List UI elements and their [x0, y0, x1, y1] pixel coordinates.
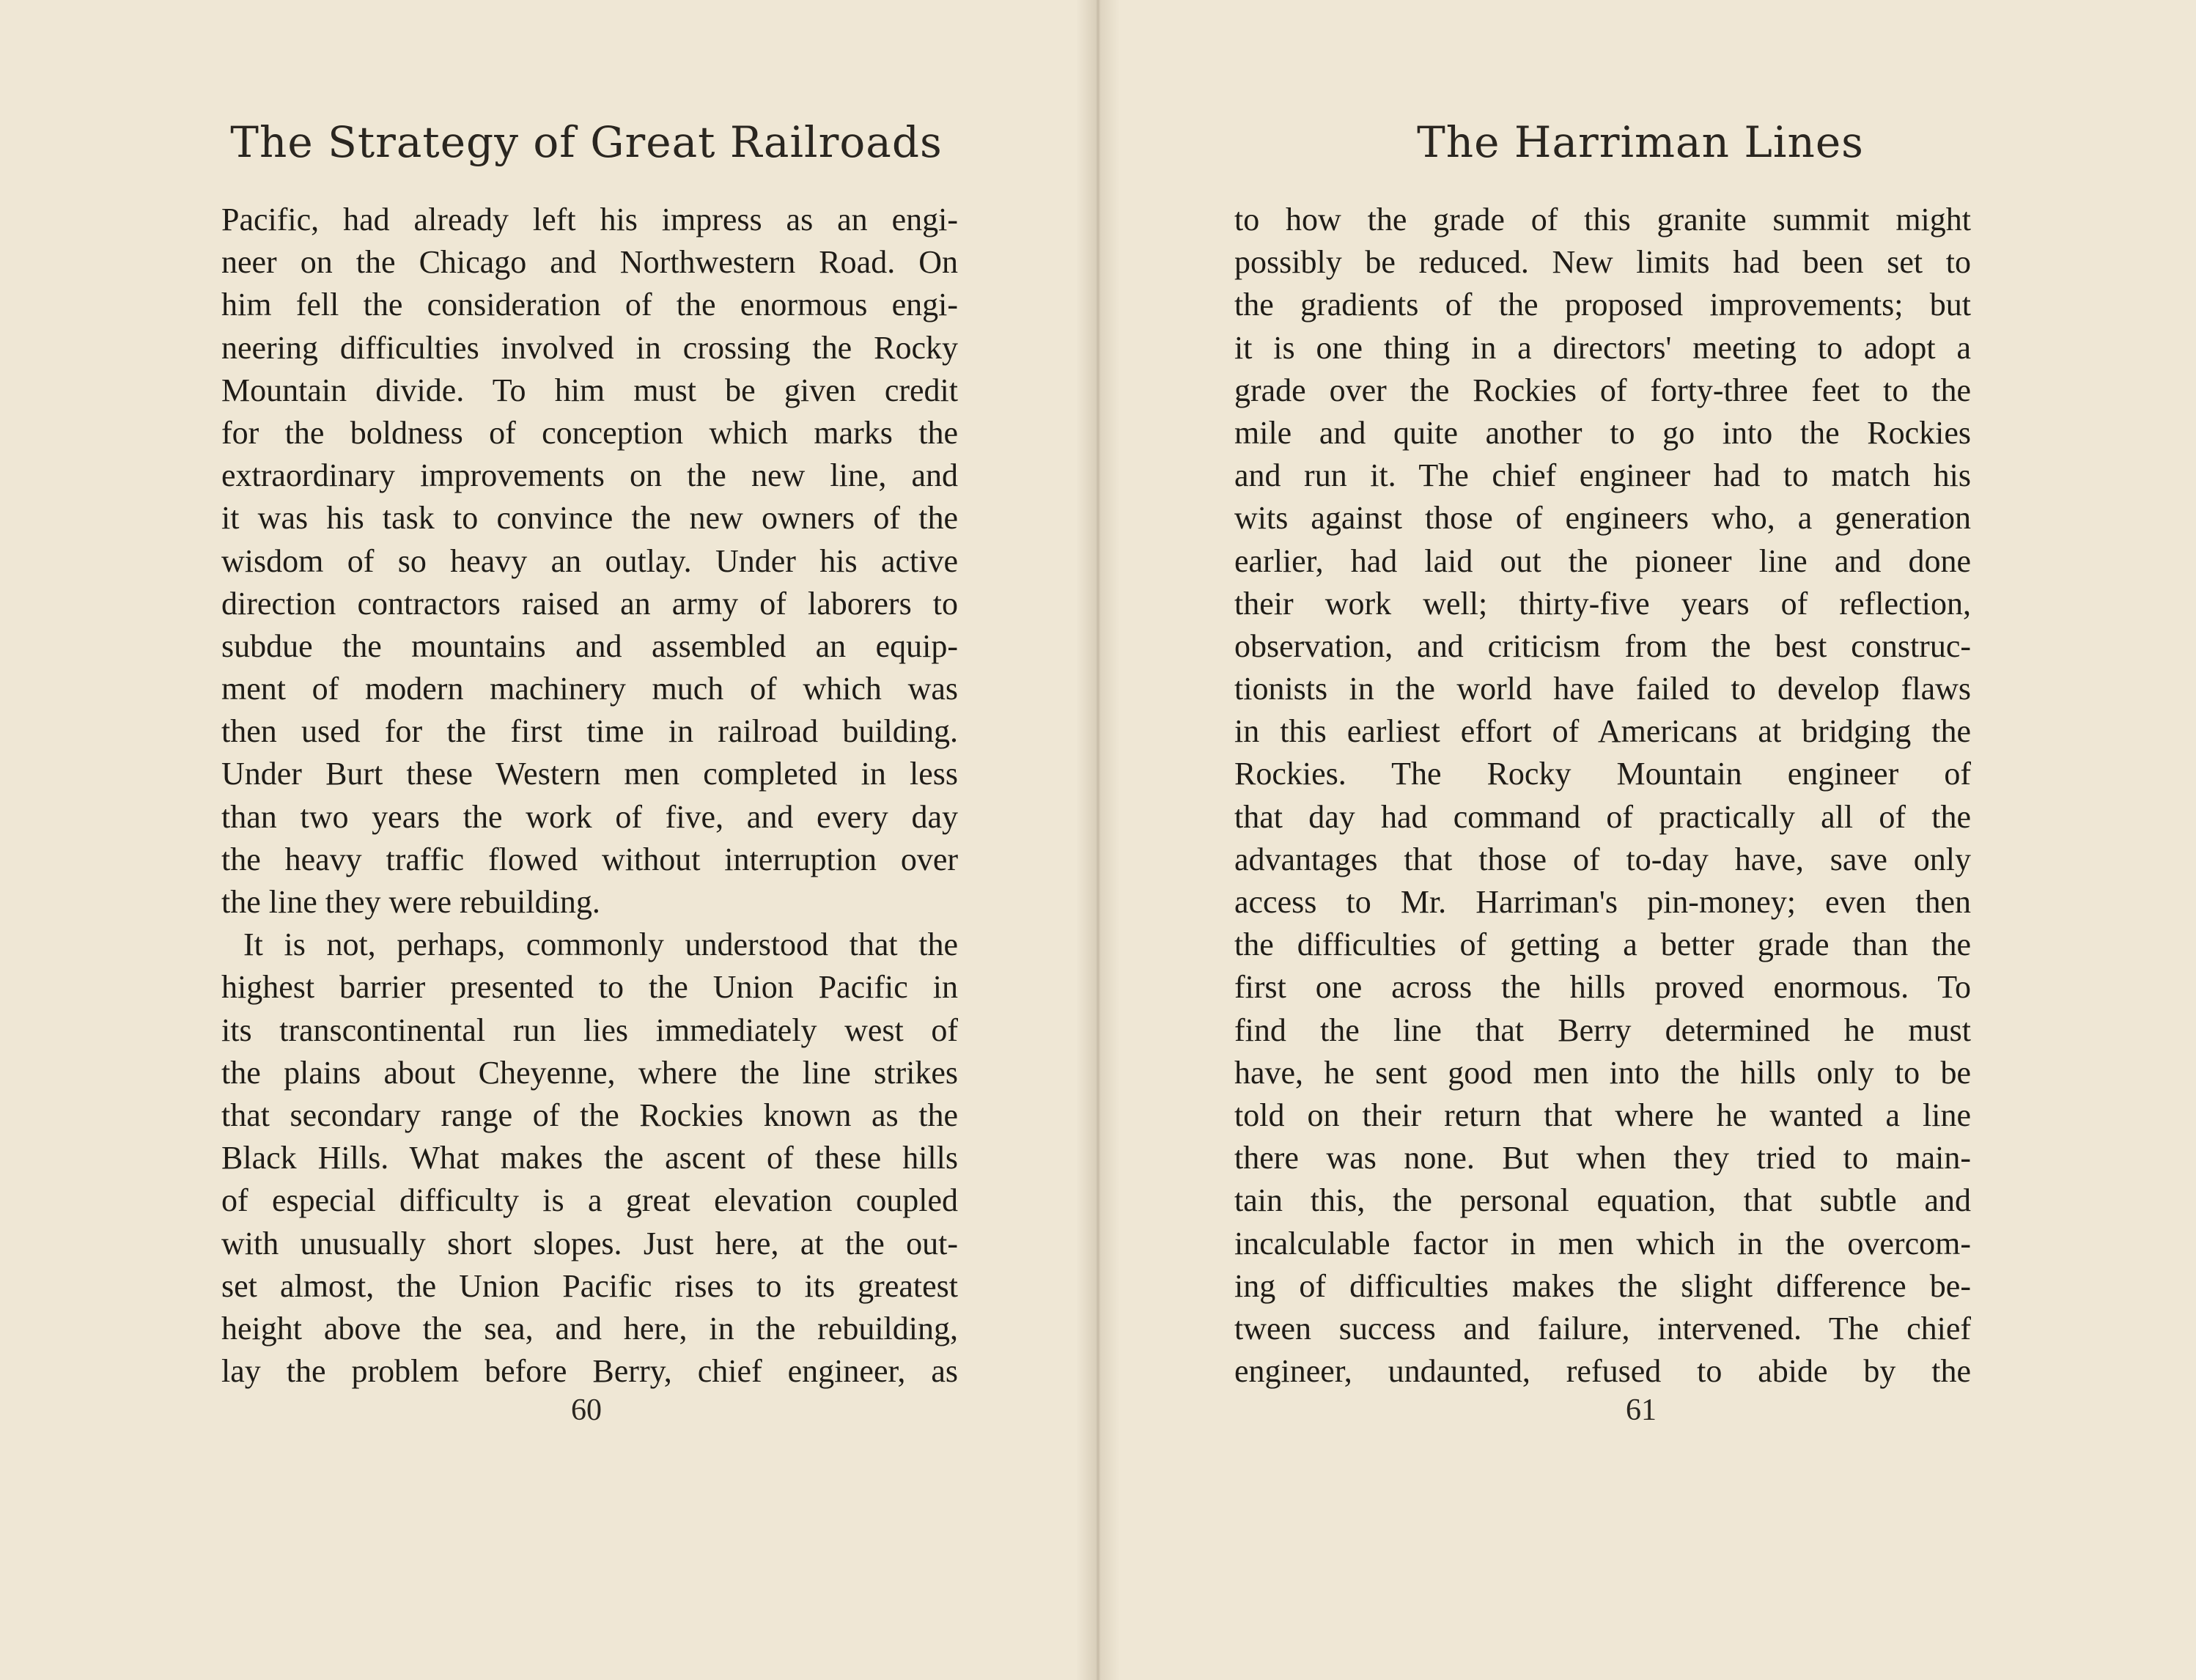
text-line: the heavy traffic flowed without interruption over	[221, 841, 958, 877]
text-line: earlier, had laid out the pioneer line and done	[1234, 542, 1971, 579]
text-line: to how the grade of this granite summit might	[1234, 202, 1971, 237]
text-line: its transcontinental run lies immediately west of	[221, 1012, 958, 1048]
text-line: highest barrier presented to the Union Pacific in	[221, 969, 958, 1006]
page-number-right: 61	[1626, 1393, 1657, 1427]
text-block-left	[221, 199, 958, 1393]
text-line: him fell the consideration of the enormous engi-	[221, 287, 958, 323]
paragraph-start-line: It is not, perhaps, commonly understood that the	[243, 926, 958, 963]
text-line: than two years the work of five, and every day	[221, 798, 958, 835]
text-line: tween success and failure, intervened. The chief	[1234, 1310, 1971, 1346]
text-line: incalculable factor in men which in the overcom-	[1234, 1225, 1971, 1261]
text-line: direction contractors raised an army of laborers to	[221, 585, 958, 622]
text-line: observation, and criticism from the best construc-	[1234, 627, 1971, 664]
text-line: Under Burt these Western men completed in less	[221, 756, 958, 792]
text-line: the gradients of the proposed improvements; but	[1234, 287, 1971, 323]
text-block-right	[1234, 199, 1971, 1393]
text-line: in this earliest effort of Americans at bridging the	[1234, 713, 1971, 750]
text-line: advantages that those of to-day have, save only	[1234, 841, 1971, 877]
text-line: Pacific, had already left his impress as an engi-	[221, 202, 958, 237]
text-line: set almost, the Union Pacific rises to its greatest	[221, 1267, 958, 1304]
text-line: neer on the Chicago and Northwestern Road. On	[221, 244, 958, 281]
text-line: wits against those of engineers who, a generation	[1234, 500, 1971, 537]
text-line: first one across the hills proved enormous. To	[1234, 969, 1971, 1006]
text-line: that secondary range of the Rockies known as the	[221, 1097, 958, 1133]
text-line: subdue the mountains and assembled an equip-	[221, 627, 958, 664]
text-line: have, he sent good men into the hills only to be	[1234, 1054, 1971, 1091]
text-line: tionists in the world have failed to develop flaws	[1234, 671, 1971, 707]
paragraph-end-line: the line they were rebuilding.	[221, 884, 600, 920]
text-line: tain this, the personal equation, that subtle and	[1234, 1182, 1971, 1219]
text-line: Rockies. The Rocky Mountain engineer of	[1234, 756, 1971, 792]
text-line: height above the sea, and here, in the rebuilding,	[221, 1310, 958, 1346]
text-line: and run it. The chief engineer had to match his	[1234, 457, 1971, 494]
text-line: the difficulties of getting a better grade than the	[1234, 926, 1971, 963]
text-line: the plains about Cheyenne, where the line strikes	[221, 1054, 958, 1091]
text-line: engineer, undaunted, refused to abide by the	[1234, 1353, 1971, 1390]
text-line: mile and quite another to go into the Rockies	[1234, 414, 1971, 451]
text-line: extraordinary improvements on the new line, and	[221, 457, 958, 494]
text-line: their work well; thirty-five years of reflection,	[1234, 585, 1971, 622]
text-line: grade over the Rockies of forty-three feet to the	[1234, 372, 1971, 408]
text-line: with unusually short slopes. Just here, at the out-	[221, 1225, 958, 1261]
text-line: ing of difficulties makes the slight difference be-	[1234, 1267, 1971, 1304]
right-page	[1098, 0, 2196, 1680]
text-line: of especial difficulty is a great elevation coupled	[221, 1182, 958, 1219]
text-line: it was his task to convince the new owners of the	[221, 500, 958, 537]
text-line: access to Mr. Harriman's pin-money; even then	[1234, 884, 1971, 920]
text-line: possibly be reduced. New limits had been set to	[1234, 244, 1971, 281]
text-line: Black Hills. What makes the ascent of these hills	[221, 1140, 958, 1176]
text-line: neering difficulties involved in crossing the Rocky	[221, 329, 958, 366]
text-line: lay the problem before Berry, chief engineer, as	[221, 1353, 958, 1390]
text-line: it is one thing in a directors' meeting to adopt a	[1234, 329, 1971, 366]
book-gutter	[1076, 0, 1120, 1680]
page-number-left: 60	[571, 1393, 602, 1427]
text-line: that day had command of practically all of the	[1234, 798, 1971, 835]
text-line: Mountain divide. To him must be given credit	[221, 372, 958, 408]
text-line: wisdom of so heavy an outlay. Under his active	[221, 542, 958, 579]
text-line: there was none. But when they tried to main-	[1234, 1140, 1971, 1176]
text-line: ment of modern machinery much of which was	[221, 671, 958, 707]
running-head-right: The Harriman Lines	[1417, 117, 1864, 167]
running-head-left: The Strategy of Great Railroads	[230, 117, 943, 167]
text-line: then used for the first time in railroad building.	[221, 713, 958, 750]
text-line: for the boldness of conception which marks the	[221, 414, 958, 451]
text-line: told on their return that where he wanted a line	[1234, 1097, 1971, 1133]
text-line: find the line that Berry determined he must	[1234, 1012, 1971, 1048]
